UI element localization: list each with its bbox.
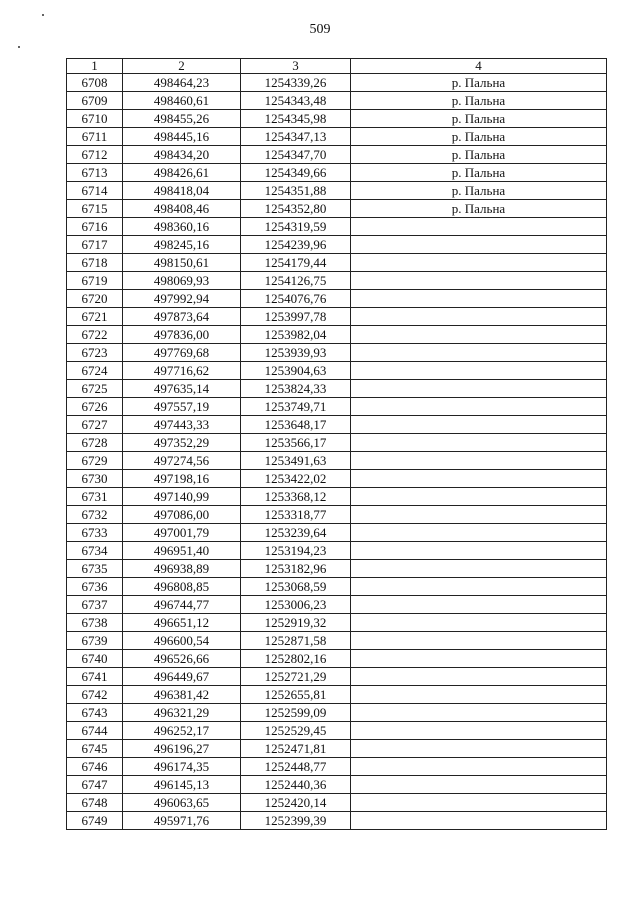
table-row [67, 362, 607, 380]
table-row [67, 254, 607, 272]
point-number-cell: 6715 [67, 200, 123, 218]
page-number: 509 [309, 22, 331, 37]
y-coordinate-cell: 1253939,93 [241, 344, 351, 362]
x-coordinate-cell: 497769,68 [123, 344, 241, 362]
table-row [67, 722, 607, 740]
note-cell [351, 254, 607, 272]
column-header: 4 [351, 59, 607, 74]
x-coordinate-cell: 496651,12 [123, 614, 241, 632]
point-number-cell: 6741 [67, 668, 123, 686]
y-coordinate-cell: 1252655,81 [241, 686, 351, 704]
y-coordinate-cell: 1254351,88 [241, 182, 351, 200]
x-coordinate-cell: 497716,62 [123, 362, 241, 380]
scan-speck [18, 46, 20, 48]
table-row [67, 182, 607, 200]
note-cell: р. Пальна [351, 164, 607, 182]
note-cell [351, 398, 607, 416]
table-row [67, 578, 607, 596]
point-number-cell: 6713 [67, 164, 123, 182]
note-cell [351, 452, 607, 470]
point-number-cell: 6729 [67, 452, 123, 470]
point-number-cell: 6747 [67, 776, 123, 794]
table-row [67, 776, 607, 794]
note-cell [351, 326, 607, 344]
note-cell: р. Пальна [351, 92, 607, 110]
y-coordinate-cell: 1254352,80 [241, 200, 351, 218]
table-row [67, 110, 607, 128]
note-cell [351, 704, 607, 722]
note-cell [351, 434, 607, 452]
point-number-cell: 6728 [67, 434, 123, 452]
note-cell [351, 812, 607, 830]
point-number-cell: 6718 [67, 254, 123, 272]
table-row [67, 92, 607, 110]
y-coordinate-cell: 1252802,16 [241, 650, 351, 668]
x-coordinate-cell: 496196,27 [123, 740, 241, 758]
table-row [67, 218, 607, 236]
x-coordinate-cell: 498245,16 [123, 236, 241, 254]
table-row [67, 524, 607, 542]
table-row [67, 650, 607, 668]
y-coordinate-cell: 1252919,32 [241, 614, 351, 632]
note-cell [351, 650, 607, 668]
x-coordinate-cell: 495971,76 [123, 812, 241, 830]
table-row [67, 632, 607, 650]
table-row [67, 200, 607, 218]
note-cell: р. Пальна [351, 182, 607, 200]
point-number-cell: 6743 [67, 704, 123, 722]
table-body [67, 74, 607, 830]
y-coordinate-cell: 1252721,29 [241, 668, 351, 686]
table-row [67, 128, 607, 146]
y-coordinate-cell: 1253824,33 [241, 380, 351, 398]
table-row [67, 308, 607, 326]
y-coordinate-cell: 1253006,23 [241, 596, 351, 614]
table-header-row [67, 59, 607, 74]
point-number-cell: 6731 [67, 488, 123, 506]
x-coordinate-cell: 497873,64 [123, 308, 241, 326]
point-number-cell: 6724 [67, 362, 123, 380]
x-coordinate-cell: 497198,16 [123, 470, 241, 488]
note-cell [351, 668, 607, 686]
point-number-cell: 6726 [67, 398, 123, 416]
note-cell: р. Пальна [351, 200, 607, 218]
x-coordinate-cell: 498434,20 [123, 146, 241, 164]
table-row [67, 452, 607, 470]
x-coordinate-cell: 498360,16 [123, 218, 241, 236]
y-coordinate-cell: 1254345,98 [241, 110, 351, 128]
y-coordinate-cell: 1252420,14 [241, 794, 351, 812]
point-number-cell: 6742 [67, 686, 123, 704]
point-number-cell: 6719 [67, 272, 123, 290]
table-row [67, 416, 607, 434]
x-coordinate-cell: 498418,04 [123, 182, 241, 200]
x-coordinate-cell: 496526,66 [123, 650, 241, 668]
x-coordinate-cell: 496174,35 [123, 758, 241, 776]
y-coordinate-cell: 1253068,59 [241, 578, 351, 596]
y-coordinate-cell: 1252399,39 [241, 812, 351, 830]
point-number-cell: 6709 [67, 92, 123, 110]
note-cell [351, 290, 607, 308]
x-coordinate-cell: 497086,00 [123, 506, 241, 524]
x-coordinate-cell: 498069,93 [123, 272, 241, 290]
point-number-cell: 6721 [67, 308, 123, 326]
note-cell [351, 218, 607, 236]
table-row [67, 740, 607, 758]
point-number-cell: 6733 [67, 524, 123, 542]
table-row [67, 380, 607, 398]
table-row [67, 326, 607, 344]
x-coordinate-cell: 496808,85 [123, 578, 241, 596]
note-cell [351, 524, 607, 542]
note-cell [351, 506, 607, 524]
note-cell [351, 488, 607, 506]
note-cell [351, 578, 607, 596]
x-coordinate-cell: 497274,56 [123, 452, 241, 470]
point-number-cell: 6717 [67, 236, 123, 254]
table-row [67, 542, 607, 560]
x-coordinate-cell: 497140,99 [123, 488, 241, 506]
y-coordinate-cell: 1252448,77 [241, 758, 351, 776]
point-number-cell: 6730 [67, 470, 123, 488]
x-coordinate-cell: 498150,61 [123, 254, 241, 272]
point-number-cell: 6720 [67, 290, 123, 308]
table-row [67, 560, 607, 578]
point-number-cell: 6723 [67, 344, 123, 362]
x-coordinate-cell: 497836,00 [123, 326, 241, 344]
table-row [67, 614, 607, 632]
point-number-cell: 6712 [67, 146, 123, 164]
note-cell [351, 362, 607, 380]
x-coordinate-cell: 497001,79 [123, 524, 241, 542]
column-header: 3 [241, 59, 351, 74]
table-row [67, 344, 607, 362]
point-number-cell: 6737 [67, 596, 123, 614]
point-number-cell: 6740 [67, 650, 123, 668]
x-coordinate-cell: 497557,19 [123, 398, 241, 416]
note-cell [351, 740, 607, 758]
column-header: 2 [123, 59, 241, 74]
x-coordinate-cell: 497352,29 [123, 434, 241, 452]
x-coordinate-cell: 496744,77 [123, 596, 241, 614]
y-coordinate-cell: 1252871,58 [241, 632, 351, 650]
x-coordinate-cell: 496145,13 [123, 776, 241, 794]
y-coordinate-cell: 1253566,17 [241, 434, 351, 452]
y-coordinate-cell: 1252471,81 [241, 740, 351, 758]
point-number-cell: 6725 [67, 380, 123, 398]
table-row [67, 290, 607, 308]
note-cell: р. Пальна [351, 146, 607, 164]
point-number-cell: 6708 [67, 74, 123, 92]
y-coordinate-cell: 1254347,13 [241, 128, 351, 146]
y-coordinate-cell: 1253982,04 [241, 326, 351, 344]
y-coordinate-cell: 1254319,59 [241, 218, 351, 236]
point-number-cell: 6732 [67, 506, 123, 524]
note-cell: р. Пальна [351, 110, 607, 128]
y-coordinate-cell: 1254076,76 [241, 290, 351, 308]
table-row [67, 812, 607, 830]
table-row [67, 146, 607, 164]
x-coordinate-cell: 496951,40 [123, 542, 241, 560]
y-coordinate-cell: 1254339,26 [241, 74, 351, 92]
x-coordinate-cell: 498460,61 [123, 92, 241, 110]
y-coordinate-cell: 1254347,70 [241, 146, 351, 164]
y-coordinate-cell: 1254349,66 [241, 164, 351, 182]
point-number-cell: 6748 [67, 794, 123, 812]
point-number-cell: 6738 [67, 614, 123, 632]
x-coordinate-cell: 498426,61 [123, 164, 241, 182]
note-cell [351, 596, 607, 614]
note-cell [351, 722, 607, 740]
y-coordinate-cell: 1253318,77 [241, 506, 351, 524]
x-coordinate-cell: 498408,46 [123, 200, 241, 218]
note-cell [351, 308, 607, 326]
note-cell [351, 416, 607, 434]
y-coordinate-cell: 1254343,48 [241, 92, 351, 110]
y-coordinate-cell: 1252529,45 [241, 722, 351, 740]
point-number-cell: 6736 [67, 578, 123, 596]
x-coordinate-cell: 498464,23 [123, 74, 241, 92]
x-coordinate-cell: 498445,16 [123, 128, 241, 146]
point-number-cell: 6710 [67, 110, 123, 128]
point-number-cell: 6722 [67, 326, 123, 344]
point-number-cell: 6744 [67, 722, 123, 740]
table-row [67, 668, 607, 686]
column-header: 1 [67, 59, 123, 74]
point-number-cell: 6745 [67, 740, 123, 758]
y-coordinate-cell: 1253749,71 [241, 398, 351, 416]
y-coordinate-cell: 1253422,02 [241, 470, 351, 488]
point-number-cell: 6739 [67, 632, 123, 650]
note-cell [351, 686, 607, 704]
y-coordinate-cell: 1253239,64 [241, 524, 351, 542]
y-coordinate-cell: 1253368,12 [241, 488, 351, 506]
note-cell: р. Пальна [351, 74, 607, 92]
x-coordinate-cell: 497443,33 [123, 416, 241, 434]
y-coordinate-cell: 1253904,63 [241, 362, 351, 380]
table-row [67, 398, 607, 416]
note-cell [351, 794, 607, 812]
x-coordinate-cell: 496063,65 [123, 794, 241, 812]
note-cell [351, 758, 607, 776]
table-row [67, 506, 607, 524]
y-coordinate-cell: 1254179,44 [241, 254, 351, 272]
note-cell [351, 470, 607, 488]
table-row [67, 794, 607, 812]
x-coordinate-cell: 496938,89 [123, 560, 241, 578]
table-row [67, 686, 607, 704]
note-cell [351, 344, 607, 362]
x-coordinate-cell: 496252,17 [123, 722, 241, 740]
y-coordinate-cell: 1254239,96 [241, 236, 351, 254]
x-coordinate-cell: 496381,42 [123, 686, 241, 704]
note-cell [351, 236, 607, 254]
note-cell [351, 776, 607, 794]
x-coordinate-cell: 496600,54 [123, 632, 241, 650]
scan-speck [42, 14, 44, 16]
note-cell [351, 614, 607, 632]
table-row [67, 704, 607, 722]
coordinates-table [66, 58, 607, 830]
x-coordinate-cell: 497635,14 [123, 380, 241, 398]
table-row [67, 272, 607, 290]
note-cell [351, 632, 607, 650]
y-coordinate-cell: 1252440,36 [241, 776, 351, 794]
point-number-cell: 6749 [67, 812, 123, 830]
x-coordinate-cell: 496449,67 [123, 668, 241, 686]
table-row [67, 470, 607, 488]
point-number-cell: 6716 [67, 218, 123, 236]
table-row [67, 488, 607, 506]
table-row [67, 758, 607, 776]
x-coordinate-cell: 497992,94 [123, 290, 241, 308]
x-coordinate-cell: 498455,26 [123, 110, 241, 128]
point-number-cell: 6727 [67, 416, 123, 434]
point-number-cell: 6714 [67, 182, 123, 200]
point-number-cell: 6735 [67, 560, 123, 578]
note-cell [351, 560, 607, 578]
y-coordinate-cell: 1252599,09 [241, 704, 351, 722]
point-number-cell: 6711 [67, 128, 123, 146]
y-coordinate-cell: 1253194,23 [241, 542, 351, 560]
note-cell [351, 542, 607, 560]
x-coordinate-cell: 496321,29 [123, 704, 241, 722]
y-coordinate-cell: 1253997,78 [241, 308, 351, 326]
y-coordinate-cell: 1253182,96 [241, 560, 351, 578]
table-row [67, 434, 607, 452]
point-number-cell: 6734 [67, 542, 123, 560]
note-cell: р. Пальна [351, 128, 607, 146]
table-row [67, 74, 607, 92]
y-coordinate-cell: 1253648,17 [241, 416, 351, 434]
note-cell [351, 380, 607, 398]
y-coordinate-cell: 1254126,75 [241, 272, 351, 290]
table-row [67, 596, 607, 614]
note-cell [351, 272, 607, 290]
table-row [67, 236, 607, 254]
point-number-cell: 6746 [67, 758, 123, 776]
table-row [67, 164, 607, 182]
y-coordinate-cell: 1253491,63 [241, 452, 351, 470]
